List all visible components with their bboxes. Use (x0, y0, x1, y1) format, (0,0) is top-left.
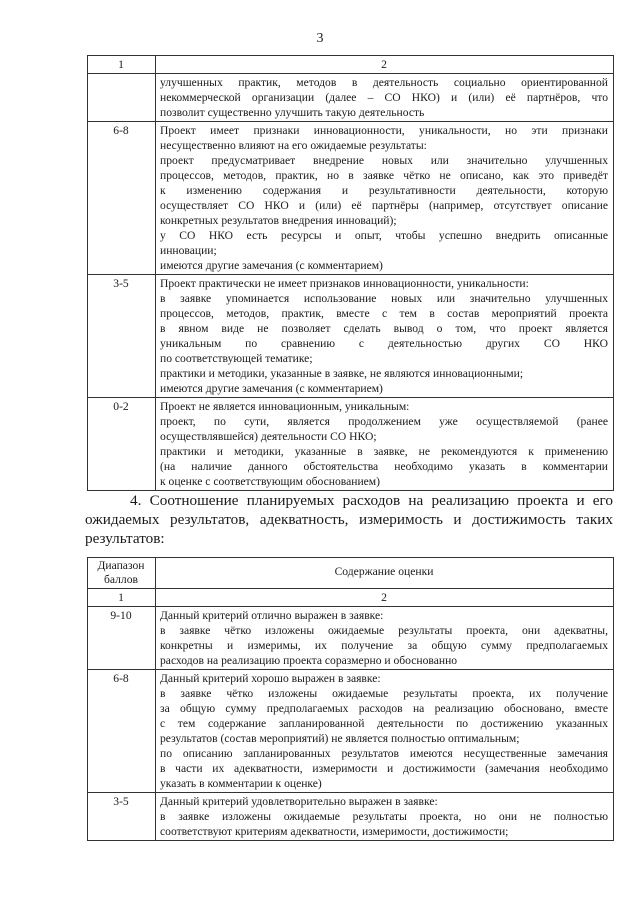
description-line: Проект имеет признаки инновационности, уникальности, но эти признаки (160, 124, 608, 137)
column-header-score-range: Диапазон баллов (88, 558, 156, 589)
description-line: осуществлявшейся) деятельности СО НКО; (160, 430, 377, 443)
criteria-table-4 (87, 557, 614, 841)
criteria-table-3 (87, 55, 614, 491)
description-line: конкретны и измеримы, их получение за общую сумму предполагаемых (160, 639, 608, 652)
description-line: имеются другие замечания (с комментарием) (160, 259, 383, 272)
column-number-1: 1 (88, 56, 156, 74)
description-line: конкретных результатов внедрения инноваций); (160, 214, 397, 227)
description-line: указать в комментарии к оценке) (160, 777, 322, 790)
description-line: у СО НКО есть ресурсы и опыт, чтобы успешно внедрить описанные (160, 229, 608, 242)
table-row (88, 275, 614, 398)
description-line: улучшенных практик, методов в деятельность социально ориентированной (160, 76, 608, 89)
column-number-2: 2 (156, 56, 614, 74)
description-line: практики и методики, указанные в заявке, не являются инновационными; (160, 367, 524, 380)
description-line: к оценке с соответствующим обоснованием) (160, 475, 380, 488)
heading-line: 4. Соотношение планируемых расходов на реализацию проекта и его (130, 492, 613, 509)
description-line: процессов, методов, практик, но в заявке чётко не описано, как это приведёт (160, 169, 608, 182)
description-line: имеются другие замечания (с комментарием) (160, 382, 383, 395)
description-line: соответствуют критериям адекватности, измеримости, достижимости; (160, 825, 509, 838)
description-line: Данный критерий хорошо выражен в заявке: (160, 672, 381, 685)
column-header-assessment: Содержание оценки (156, 558, 614, 589)
description-line: в заявке упоминается использование новых или значительно улучшенных (160, 292, 608, 305)
column-number-2: 2 (156, 589, 614, 607)
score-range: 9-10 (88, 607, 156, 670)
score-description (156, 398, 614, 491)
column-number-1: 1 (88, 589, 156, 607)
description-line: (на наличие данного обстоятельства необходимо указать в комментарии (160, 460, 608, 473)
description-line: Проект не является инновационным, уникальным: (160, 400, 410, 413)
score-range: 3-5 (88, 793, 156, 841)
score-description (156, 607, 614, 670)
heading-line: результатов: (85, 530, 165, 547)
score-range: 6-8 (88, 670, 156, 793)
description-line: несущественно влияют на его ожидаемые результаты: (160, 139, 427, 152)
description-line: процессов, методов, практик, вместе с тем в состав мероприятий проекта (160, 307, 608, 320)
description-line: позволит существенно улучшить такую деятельность (160, 106, 425, 119)
score-range: 3-5 (88, 275, 156, 398)
description-line: расходов на реализацию проекта соразмерно и обоснованно (160, 654, 458, 667)
description-line: в заявке чётко изложены ожидаемые результаты проекта, их получение (160, 687, 608, 700)
score-description (156, 122, 614, 275)
table-number-row (88, 589, 614, 607)
description-line: практики и методики, указанные в заявке, не рекомендуются к применению (160, 445, 608, 458)
description-line: проект, по сути, является продолжением уже осуществляемой (ранее (160, 415, 608, 428)
table-header-row (88, 558, 614, 589)
score-range (88, 74, 156, 122)
table-row (88, 74, 614, 122)
table-header-row (88, 56, 614, 74)
table-row (88, 670, 614, 793)
description-line: проект предусматривает внедрение новых или значительно улучшенных (160, 154, 608, 167)
score-range: 0-2 (88, 398, 156, 491)
description-line: к изменению содержания и результативности деятельности, которую (160, 184, 608, 197)
description-line: в заявке чётко изложены ожидаемые результаты проекта, они адекватны, (160, 624, 608, 637)
description-line: результатов (состав мероприятий) не является полностью оптимальным; (160, 732, 520, 745)
description-line: в части их адекватности, измеримости и достижимости (замечания необходимо (160, 762, 608, 775)
table-row (88, 793, 614, 841)
description-line: по описанию запланированных результатов имеются несущественные замечания (160, 747, 608, 760)
score-range: 6-8 (88, 122, 156, 275)
score-description (156, 793, 614, 841)
description-line: уникальным по сравнению с деятельностью других СО НКО (160, 337, 608, 350)
score-description (156, 670, 614, 793)
page-number: 3 (316, 31, 324, 46)
description-line: в заявке изложены ожидаемые результаты проекта, но они не полностью (160, 810, 608, 823)
description-line: Проект практически не имеет признаков инновационности, уникальности: (160, 277, 529, 290)
description-line: с тем содержание запланированной деятельности по достижению указанных (160, 717, 608, 730)
description-line: некоммерческой организации (далее – СО НКО) и (или) её партнёров, что (160, 91, 608, 104)
description-line: за общую сумму предполагаемых расходов на реализацию обосновано, вместе (160, 702, 608, 715)
description-line: в явном виде не позволяет сделать вывод о том, что проект является (160, 322, 608, 335)
description-line: инновации; (160, 244, 217, 257)
table-row (88, 398, 614, 491)
score-description (156, 275, 614, 398)
description-line: Данный критерий удовлетворительно выражен в заявке: (160, 795, 438, 808)
section-4-heading (85, 491, 613, 548)
description-line: по соответствующей тематике; (160, 352, 313, 365)
table-row (88, 122, 614, 275)
score-description (156, 74, 614, 122)
description-line: осуществляет СО НКО и (или) её партнёры (например, отсутствует описание (160, 199, 608, 212)
table-row (88, 607, 614, 670)
description-line: Данный критерий отлично выражен в заявке: (160, 609, 384, 622)
heading-line: ожидаемых результатов, адекватность, измеримость и достижимость таких (85, 511, 613, 528)
